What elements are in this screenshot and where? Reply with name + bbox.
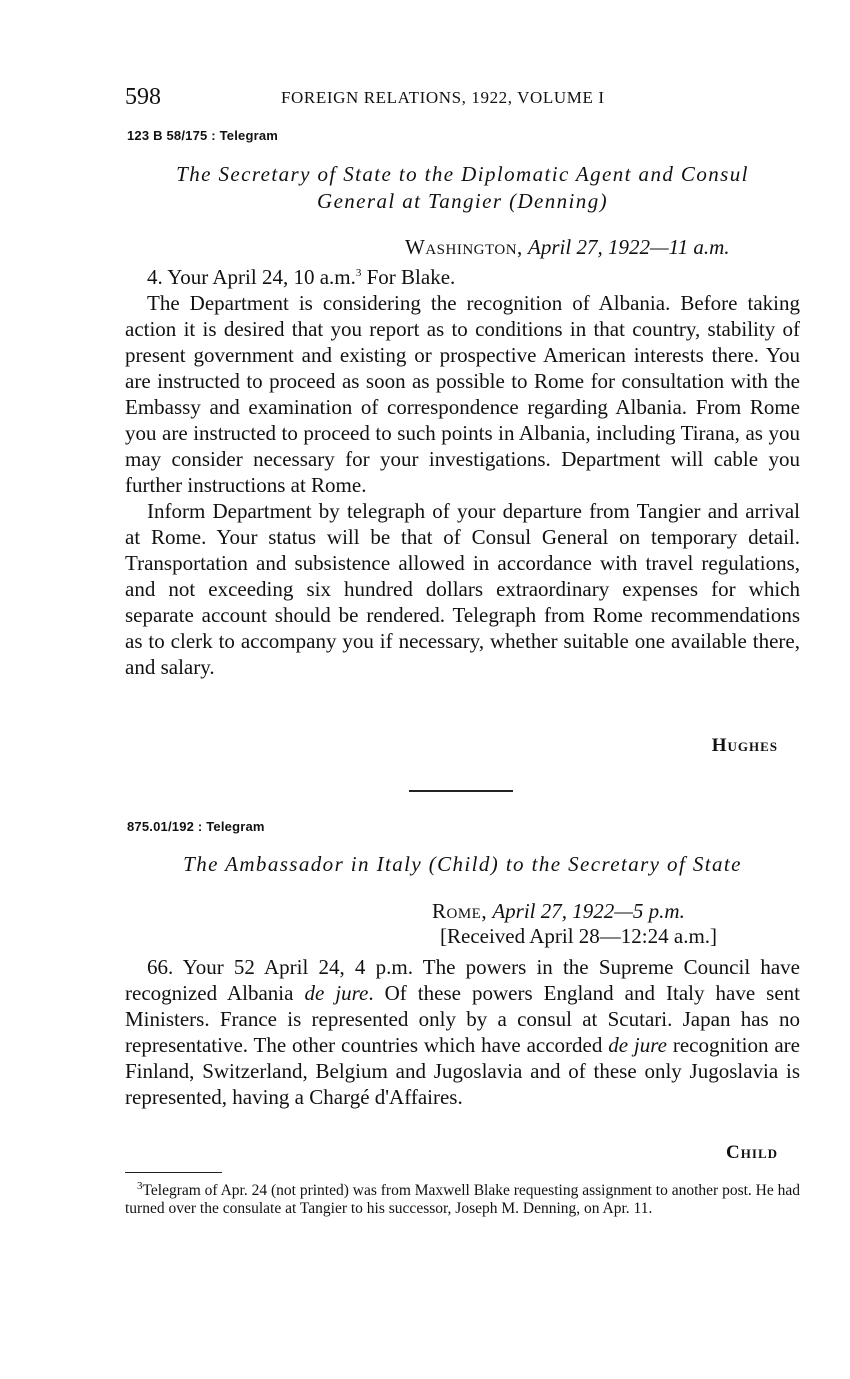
doc1-paragraph: 4. Your April 24, 10 a.m.$^3$ For Blake. <box>147 265 456 289</box>
doc2-place: Rome, <box>432 899 488 923</box>
footnote-text: Telegram of Apr. 24 (not printed) was from Maxwell Blake requesting assignment to another post. He had turned over the consulate at Tangier to his successor, Joseph M. Denning, on Apr. 11. <box>125 1182 801 1217</box>
running-head <box>125 84 800 112</box>
doc1-body <box>125 264 800 680</box>
doc2-file-ref: 875.01/192 : Telegram <box>127 819 265 834</box>
doc1-title <box>125 161 800 215</box>
doc1-paragraph: The Department is considering the recognition of Albania. Before taking action it is desired that you report as to conditions in that country, stability of present government and existing or prospective American interests there. You are instructed to proceed as soon as possible to Rome for consultation with the Embassy and examination of correspondence regarding Albania. From Rome you are instructed to proceed to such points in Albania, including Tirana, as you may consider necessary for your investigations. Department will cable you further instructions at Rome. <box>125 291 800 497</box>
doc2-body <box>125 954 800 1110</box>
doc2-received: [Received April 28—12:24 a.m.] <box>440 924 718 948</box>
page-number: 598 <box>125 84 161 110</box>
doc1-signature: Hughes <box>711 735 778 756</box>
doc1-dateline <box>405 234 730 260</box>
doc1-date: April 27, 1922—11 a.m. <box>528 235 730 259</box>
doc2-date: April 27, 1922—5 p.m. <box>492 899 685 923</box>
doc2-dateline <box>432 898 685 924</box>
doc2-paragraph: 66. Your 52 April 24, 4 p.m. The powers in the Supreme Council have recognized Albania de jure. Of these powers England and Italy have sent Ministers. France is represented only by a consul at Scutari. Japan has no representative. The other countries which have accorded de jure recognition are Finland, Switzerland, Belgium and Jugoslavia and of these only Jugoslavia is represented, having a Chargé d'Affaires. <box>125 955 800 1109</box>
doc1-title-line2: General at Tangier (Denning) <box>317 189 608 213</box>
section-divider <box>409 790 513 792</box>
doc1-place: Washington, <box>405 235 523 259</box>
footnote-divider <box>125 1172 222 1173</box>
doc2-title: The Ambassador in Italy (Child) to the Secretary of State <box>183 852 742 876</box>
doc1-title-line1: The Secretary of State to the Diplomatic Agent and Consul <box>176 162 749 186</box>
footnote <box>125 1179 801 1218</box>
doc1-file-ref: 123 B 58/175 : Telegram <box>127 128 279 143</box>
footnote-marker: 3 <box>137 1179 143 1192</box>
footnote-ref: 3 <box>355 267 362 279</box>
running-title: FOREIGN RELATIONS, 1922, VOLUME I <box>281 88 605 107</box>
doc2-signature: Child <box>726 1142 778 1163</box>
doc1-paragraph: Inform Department by telegraph of your departure from Tangier and arrival at Rome. Your status will be that of Consul General on temporary detail. Transportation and subsistence allowed in accordance with travel regulations, and not exceeding six hundred dollars extraordinary expenses for which separate account should be rendered. Telegraph from Rome recommendations as to clerk to accompany you if necessary, whether suitable one available there, and salary. <box>125 499 800 679</box>
